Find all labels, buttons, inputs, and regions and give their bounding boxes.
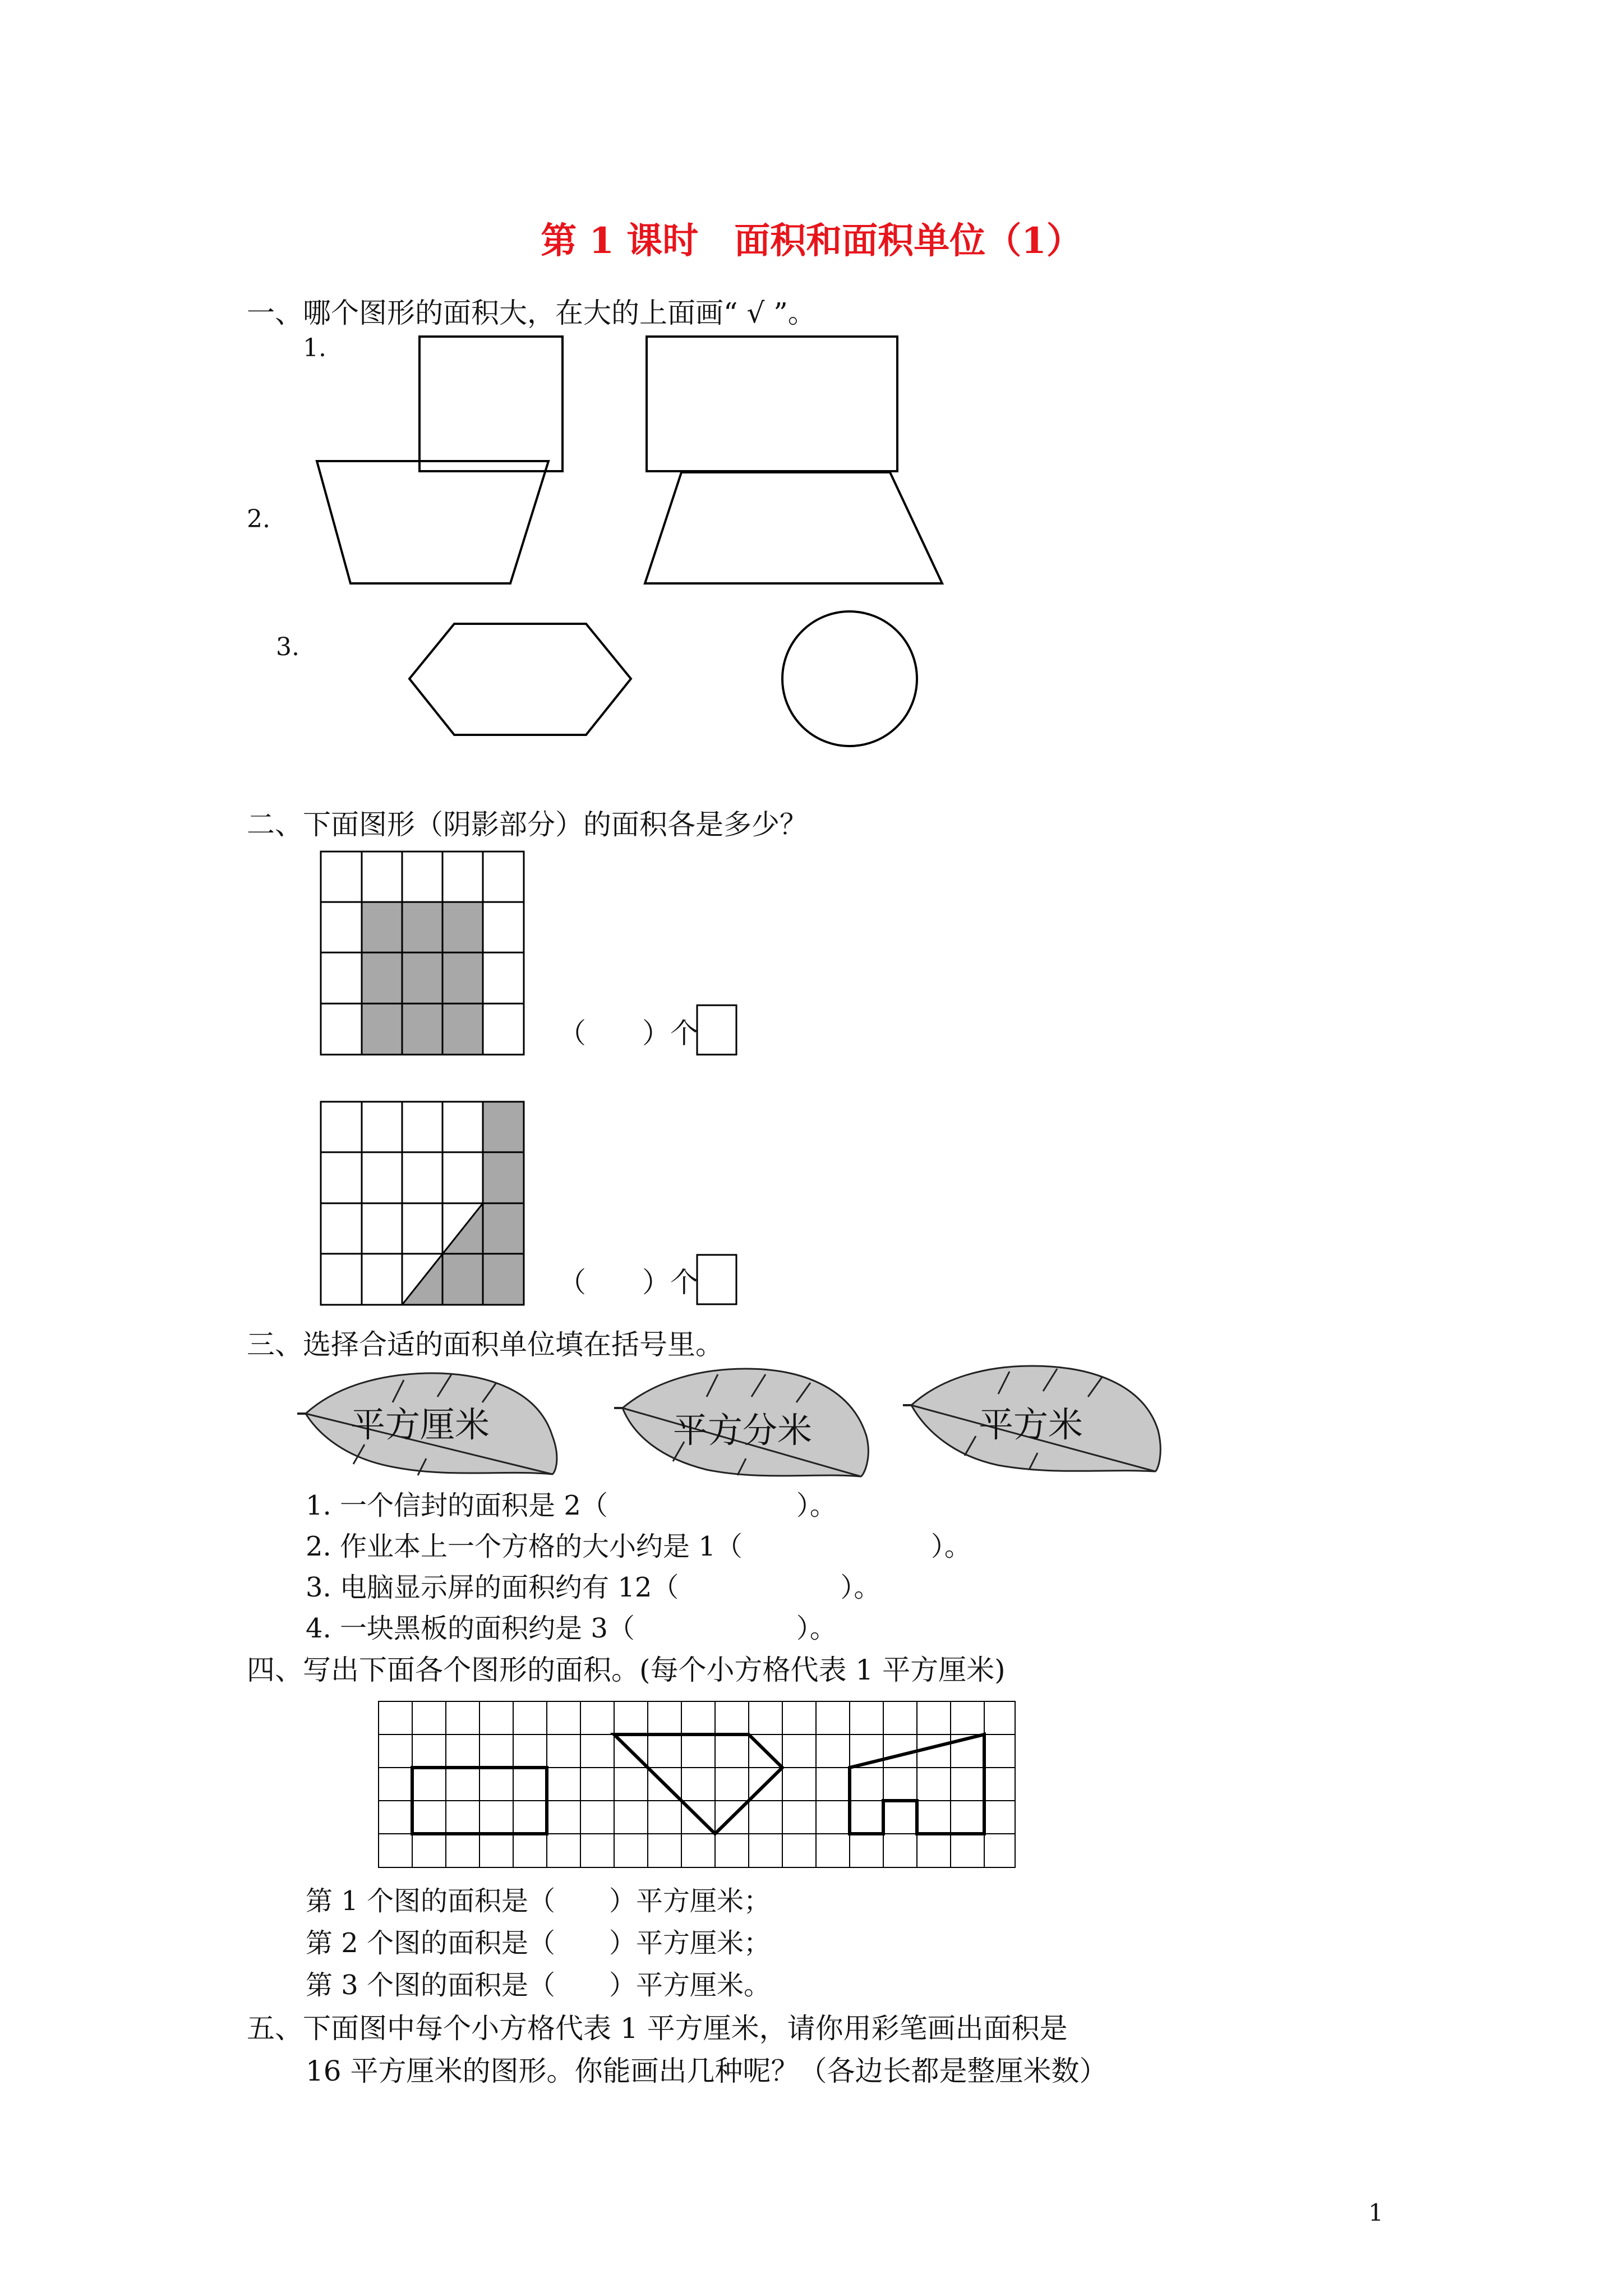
s3-question-2: 2. 作业本上一个方格的大小约是 1（ ）。 [306,1531,971,1562]
s1-item-3-number: 3. [276,633,299,661]
section-1-heading: 一、哪个图形的面积大，在大的上面画“ √ ”。 [247,297,816,329]
page-title: 第 1 课时 面积和面积单位（1） [541,220,1082,262]
s3-question-1: 1. 一个信封的面积是 2（ ）。 [306,1490,837,1521]
s4-answer-3: 第 3 个图的面积是（ ）平方厘米。 [306,1970,771,2001]
leaf-1-label: 平方厘米 [351,1404,490,1445]
figure-2-shape [614,1734,782,1834]
page-number: 1 [1368,2199,1384,2226]
s2-answer-2: （ ）个 [558,1266,698,1299]
section-2-heading: 二、下面图形（阴影部分）的面积各是多少？ [247,808,808,841]
section-5-heading-line-1: 五、下面图中每个小方格代表 1 平方厘米，请你用彩笔画出面积是 [247,2012,1068,2045]
s4-answer-1: 第 1 个图的面积是（ ）平方厘米； [306,1885,771,1917]
s4-answer-2: 第 2 个图的面积是（ ）平方厘米； [306,1927,771,1959]
s1-item-1-number: 1. [303,334,326,362]
s3-question-3: 3. 电脑显示屏的面积约有 12（ ）。 [306,1572,881,1603]
s3-question-4: 4. 一块黑板的面积约是 3（ ）。 [306,1613,837,1644]
s1-item-2-number: 2. [247,505,270,533]
section-3-heading: 三、选择合适的面积单位填在括号里。 [247,1328,723,1361]
leaf-2-label: 平方分米 [673,1410,813,1451]
leaf-3-label: 平方米 [979,1404,1083,1445]
section-4-heading: 四、写出下面各个图形的面积。(每个小方格代表 1 平方厘米) [247,1654,1006,1686]
s2-answer-1: （ ）个 [558,1017,698,1050]
section-5-heading-line-2: 16 平方厘米的图形。你能画出几种呢？（各边长都是整厘米数） [306,2055,1108,2087]
